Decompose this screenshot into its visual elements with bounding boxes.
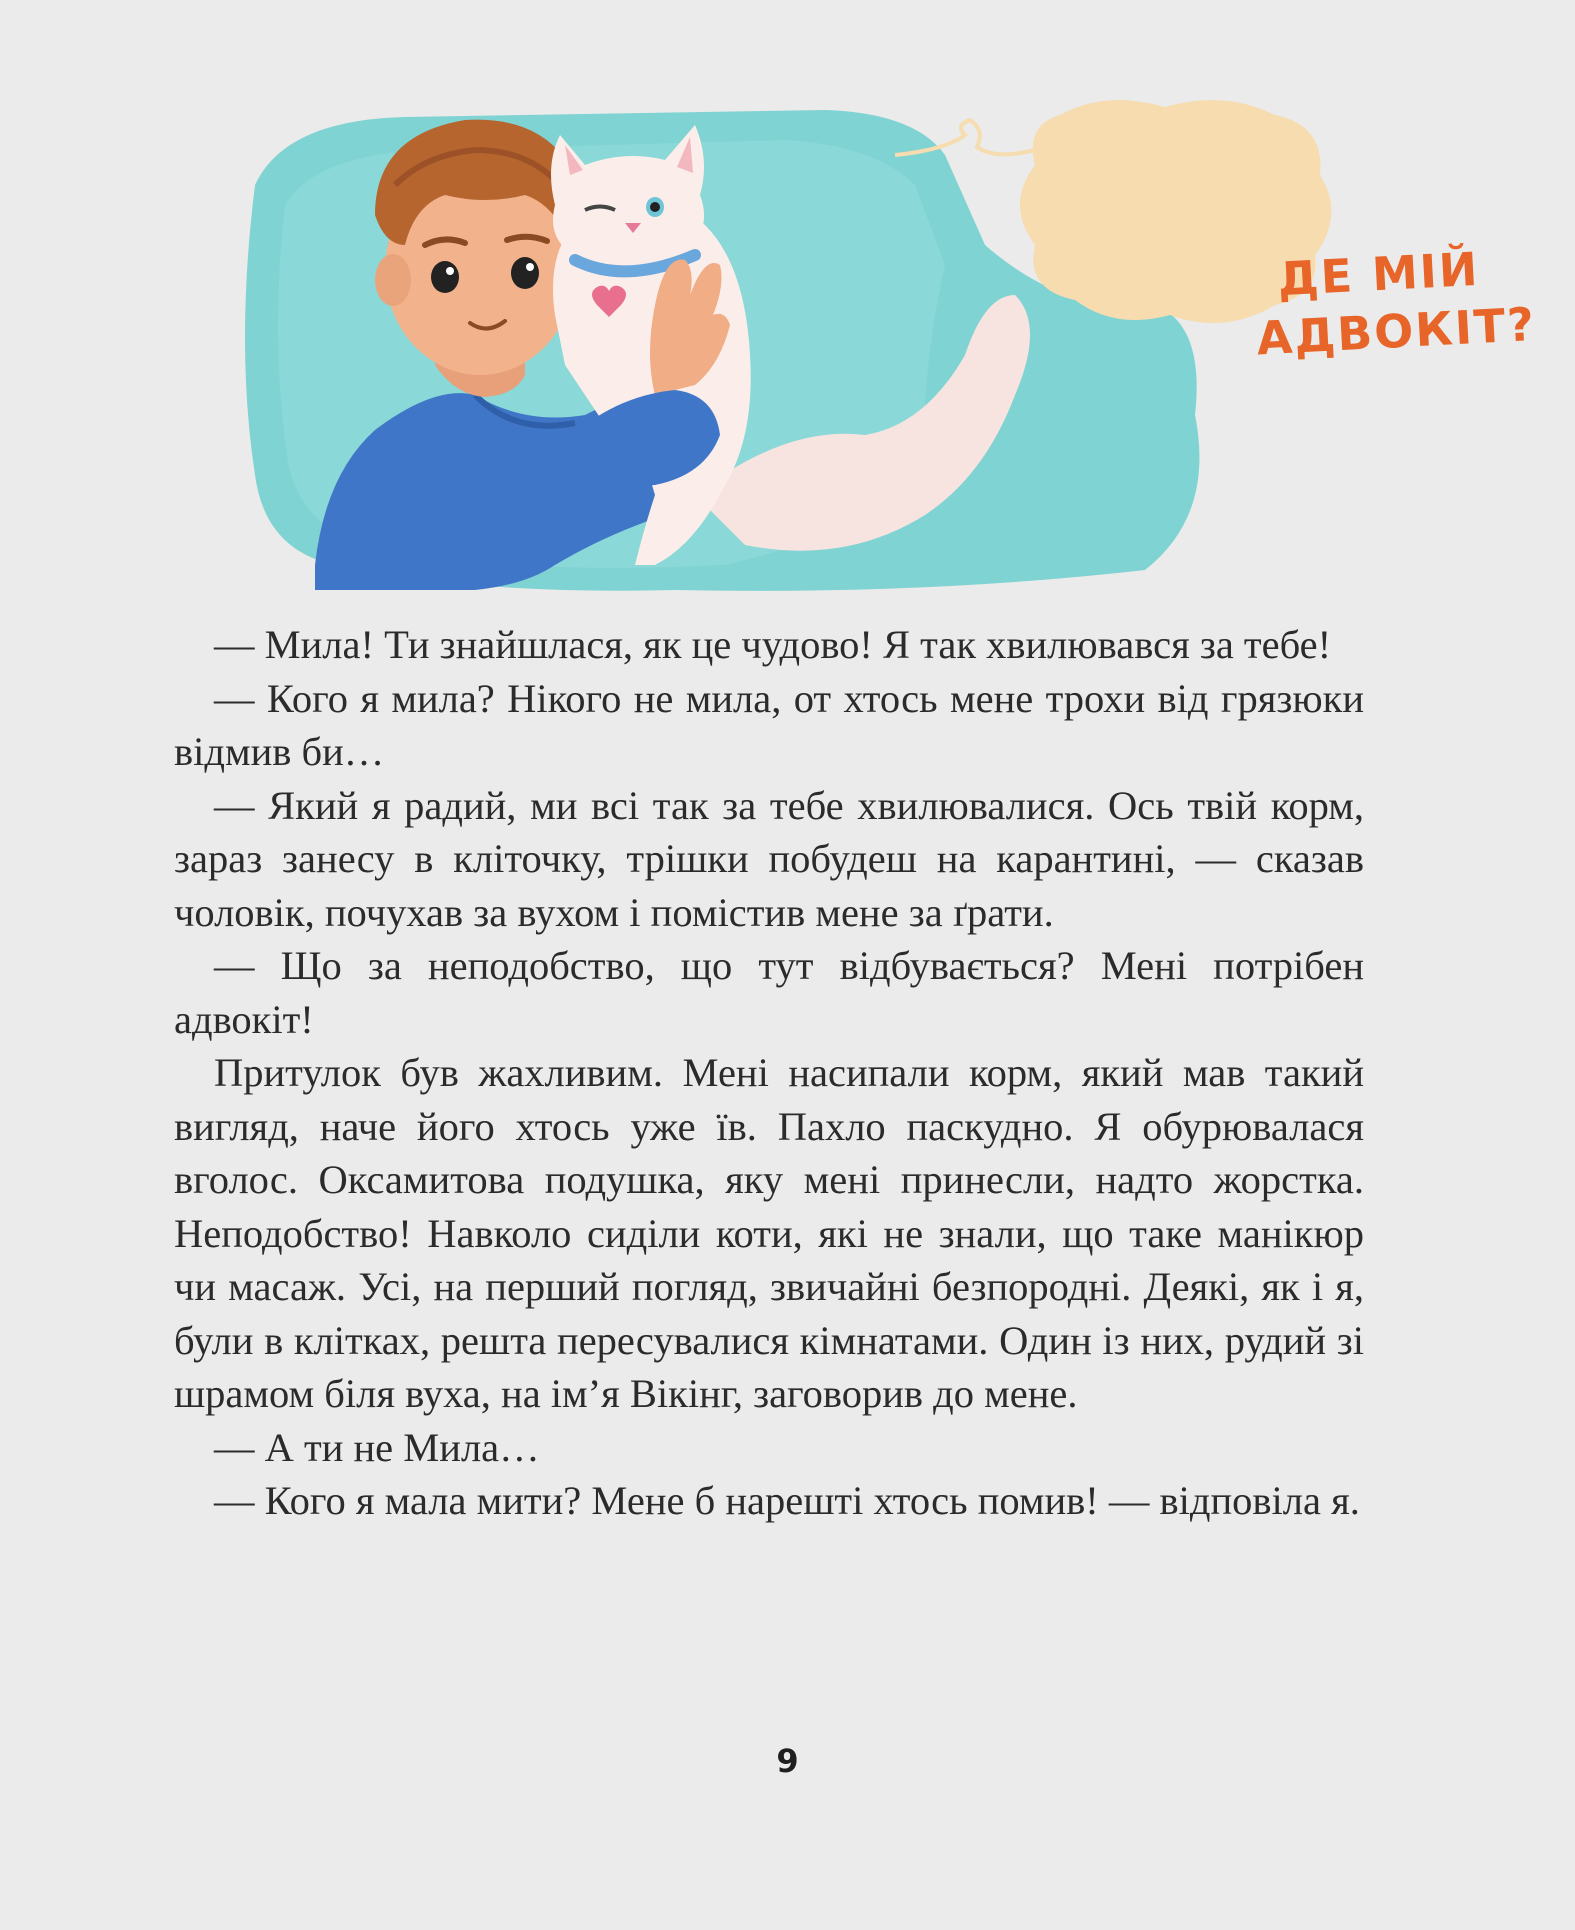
- paragraph: — Мила! Ти знайшлася, як це чудово! Я так хвилювався за тебе!: [214, 622, 1332, 667]
- speech-bubble-text: [1252, 239, 1538, 368]
- speech-bubble-line: ДЕ МІЙ: [1276, 241, 1481, 307]
- paragraph: Притулок був жахливим. Мені насипали корм, який мав такий вигляд, наче його хтось уже їв. Пахло паскудно. Я обурювалася вголос. Оксамитова подушка, яку мені принесли, надто жорстка. Неподобство! Навколо сиділи коти, які не знали, що таке манікюр чи масаж. Усі, на перший погляд, звичайні безпородні. Деякі, як і я, були в клітках, решта пересувалися кімнатами. Один із них, рудий зі шрамом біля вуха, на ім’я Вікінг, заговорив до мене.: [174, 1050, 1364, 1416]
- paragraph: — Який я радий, ми всі так за тебе хвилювалися. Ось твій корм, зараз занесу в кліточку, трішки побудеш на карантині, — сказав чоловік, почухав за вухом і помістив мене за ґрати.: [174, 782, 1364, 935]
- paragraph: — Кого я мила? Нікого не мила, от хтось мене трохи від грязюки відмив би…: [174, 675, 1364, 774]
- paragraph: — Що за неподобство, що тут відбувається? Мені потрібен адвокіт!: [174, 943, 1364, 1042]
- boy-holding-cat-picture: [225, 95, 1365, 605]
- paragraph: — А ти не Мила…: [214, 1424, 540, 1470]
- page-number: 9: [776, 1742, 799, 1780]
- speech-bubble-line: АДВОКІТ?: [1255, 296, 1538, 366]
- illustration: [225, 95, 1538, 605]
- paragraph: — Кого я мала мити? Мене б нарешті хтось помив! — відповіла я.: [214, 1478, 1360, 1523]
- story-text: [174, 618, 1364, 1528]
